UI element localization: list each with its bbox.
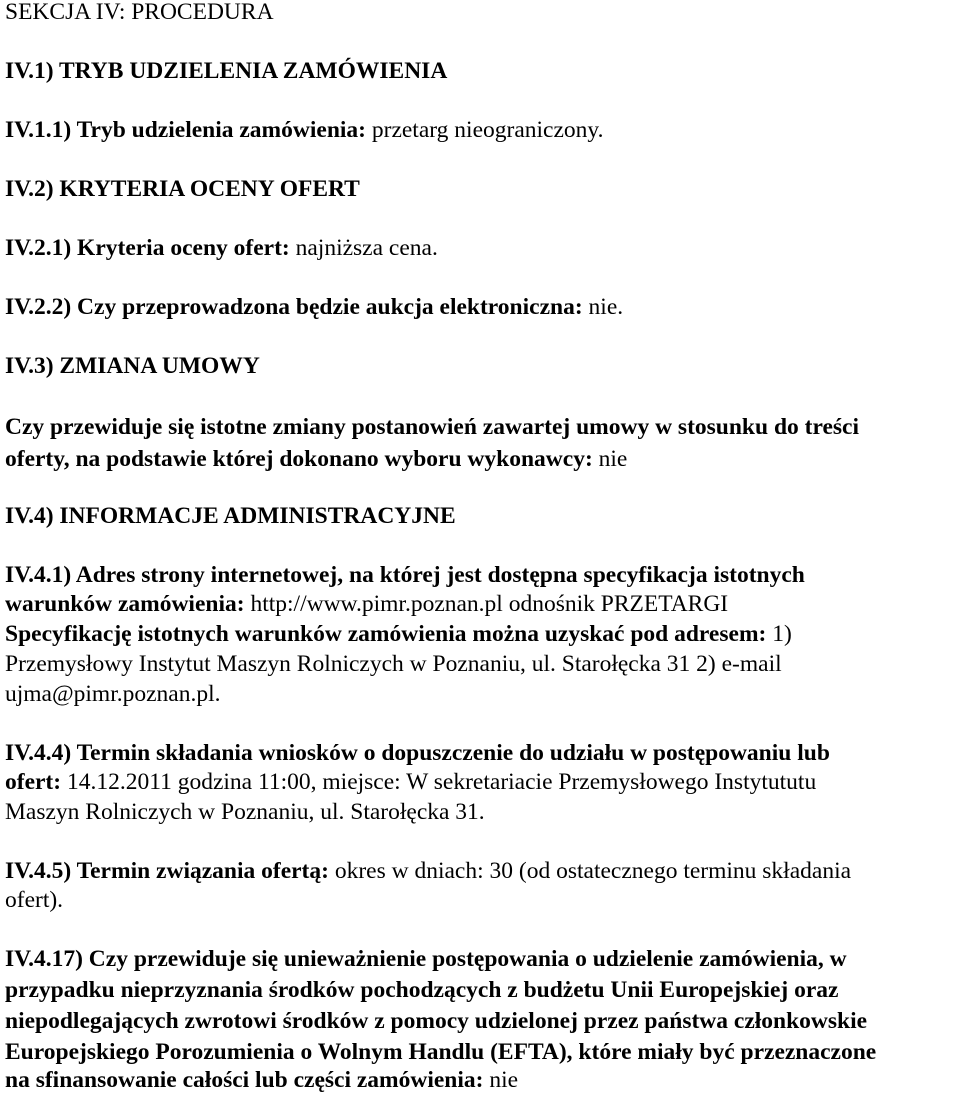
cancel-line2 [5,976,838,1004]
criteria-value: najniższa cena. [289,235,438,261]
spec-line1 [5,620,792,648]
binding-line1 [5,857,851,885]
zmiana-value: nie [592,446,628,472]
zmiana-question-line2 [5,445,627,473]
admin-heading-text: IV.4) INFORMACJE ADMINISTRACYJNE [5,503,456,529]
cancel-line3 [5,1007,867,1035]
binding-line2 [5,886,63,914]
auction-row [5,293,623,321]
deadline-line3 [5,798,485,826]
auction-value: nie. [582,294,624,320]
criteria-label: IV.2.1) Kryteria oceny ofert: [5,235,290,261]
cancel-text2: przypadku nieprzyznania środków pochodzących z budżetu Unii Europejskiej oraz [5,977,839,1003]
cancel-text3: niepodlegających zwrotowi środków z pomocy udzielonej przez państwa członkowskie [5,1008,868,1034]
deadline-value3: Maszyn Rolniczych w Poznaniu, ul. Starołęcka 31. [5,799,485,825]
cancel-line4 [5,1038,876,1066]
cancel-line1 [5,945,847,973]
url-line2 [5,590,728,618]
url-label-text2: warunków zamówienia: [5,591,245,617]
deadline-label-text2: ofert: [5,769,62,795]
spec-label: Specyfikację istotnych warunków zamówienia można uzyskać pod adresem: [5,621,767,647]
zmiana-heading-text: IV.3) ZMIANA UMOWY [5,353,260,379]
auction-label: IV.2.2) Czy przeprowadzona będzie aukcja elektroniczna: [5,294,583,320]
deadline-label-text1: IV.4.4) Termin składania wniosków o dopuszczenie do udziału w postępowaniu lub [5,740,830,766]
deadline-line1 [5,739,830,767]
cancel-text1: IV.4.17) Czy przewiduje się unieważnienie postępowania o udzielenie zamówienia, w [5,946,847,972]
zmiana-question-text2: oferty, na podstawie której dokonano wyboru wykonawcy: [5,446,593,472]
spec-value2: Przemysłowy Instytut Maszyn Rolniczych w Poznaniu, ul. Starołęcka 31 2) e-mail [5,651,782,677]
spec-line2 [5,650,782,678]
binding-label: IV.4.5) Termin związania ofertą: [5,858,329,884]
admin-heading [5,502,456,530]
zmiana-heading [5,352,260,380]
url-label-text1: IV.4.1) Adres strony internetowej, na której jest dostępna specyfikacja istotnych [5,562,805,588]
cancel-line5 [5,1066,518,1094]
section-title [5,0,274,26]
zmiana-question-text1: Czy przewiduje się istotne zmiany postanowień zawartej umowy w stosunku do treści [5,414,860,440]
kryteria-heading [5,175,360,203]
binding-value1: okres w dniach: 30 (od ostatecznego terminu składania [328,858,852,884]
spec-value3: ujma@pimr.poznan.pl. [5,681,221,707]
zmiana-question-line1 [5,413,859,441]
deadline-value2: 14.12.2011 godzina 11:00, miejsce: W sekretariacie Przemysłowego Instytututu [61,769,817,795]
tryb-label: IV.1.1) Tryb udzielenia zamówienia: [5,117,366,143]
deadline-line2 [5,768,816,796]
criteria-row [5,234,438,262]
spec-value1: 1) [766,621,792,647]
kryteria-heading-text: IV.2) KRYTERIA OCENY OFERT [5,176,360,202]
cancel-value: nie [483,1067,519,1093]
cancel-text4: Europejskiego Porozumienia o Wolnym Handlu (EFTA), które miały być przeznaczone [5,1039,877,1065]
tryb-row [5,116,604,144]
tryb-value: przetarg nieograniczony. [366,117,604,143]
url-value: http://www.pimr.poznan.pl odnośnik PRZETARGI [244,591,729,617]
tryb-heading [5,57,447,85]
section-title-text: SEKCJA IV: PROCEDURA [5,0,274,25]
cancel-text5: na sfinansowanie całości lub części zamówienia: [5,1067,484,1093]
spec-line3 [5,680,220,708]
url-line1 [5,561,805,589]
binding-value2: ofert). [5,887,64,913]
tryb-heading-text: IV.1) TRYB UDZIELENIA ZAMÓWIENIA [5,58,448,84]
